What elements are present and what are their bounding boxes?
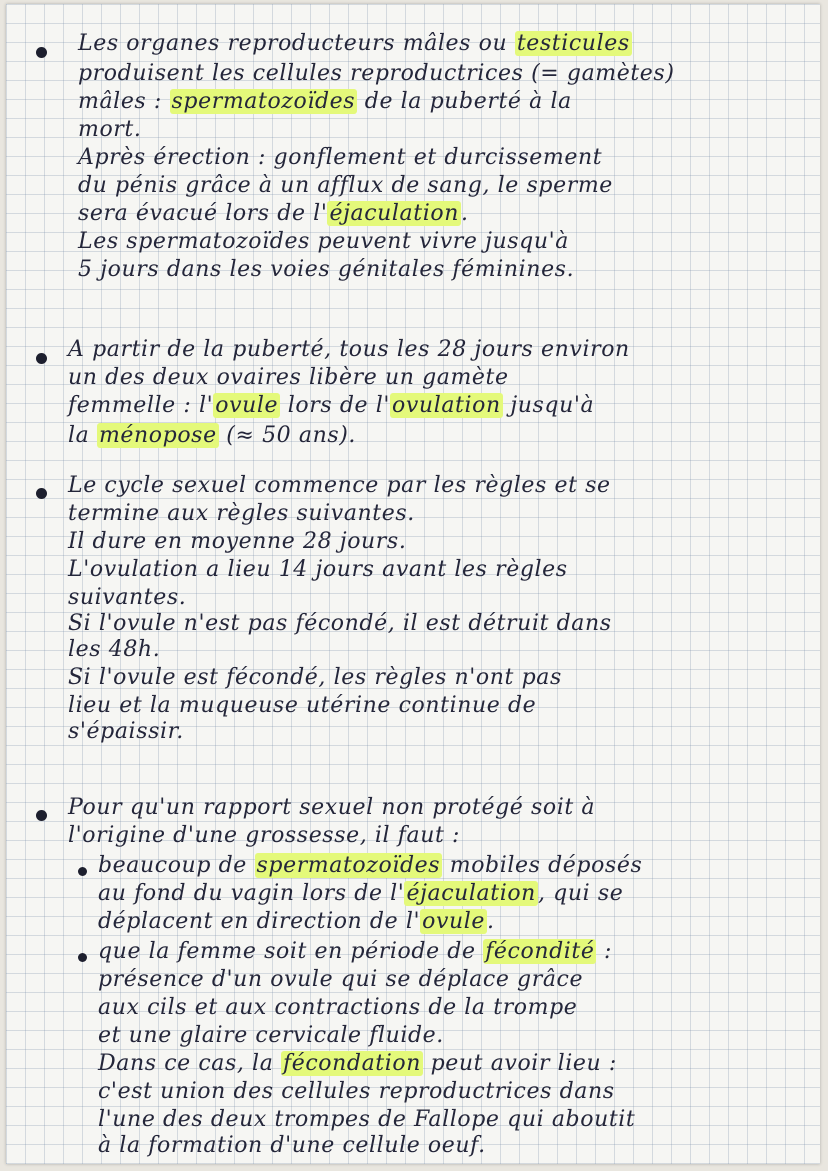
p3-line-8: Si l'ovule est fécondé, les règles n'ont pas xyxy=(68,665,562,690)
bullet-male-organs xyxy=(36,47,47,58)
p4-text: déplacent en direction de l' xyxy=(98,909,421,934)
p1-text: Les organes reproducteurs mâles ou xyxy=(78,31,515,56)
p1-text: mâles : xyxy=(78,89,170,114)
p1-line-7 xyxy=(78,200,469,228)
p3-line-9: lieu et la muqueuse utérine continue de xyxy=(68,693,537,718)
p4-text: au fond du vagin lors de l' xyxy=(98,881,405,906)
p1-line-2: produisent les cellules reproductrices (= gamètes) xyxy=(78,61,675,86)
p4-line-1: Pour qu'un rapport sexuel non protégé soit à xyxy=(68,795,596,820)
p4-sub2-line-8: à la formation d'une cellule oeuf. xyxy=(98,1133,486,1158)
p1-text: sera évacué lors de l' xyxy=(78,201,328,226)
p4-sub2-line-4: et une glaire cervicale fluide. xyxy=(98,1023,444,1048)
p3-line-7: les 48h. xyxy=(68,637,161,662)
highlight-ovulation: ovulation xyxy=(392,393,501,418)
p3-line-6: Si l'ovule n'est pas fécondé, il est détruit dans xyxy=(68,611,612,636)
p4-sub2-line-7: l'une des deux trompes de Fallope qui aboutit xyxy=(98,1107,636,1132)
p4-sub1-line-1 xyxy=(98,852,642,880)
p1-line-4: mort. xyxy=(78,117,142,142)
notebook-page xyxy=(6,4,820,1164)
highlight-fecondite: fécondité xyxy=(485,939,595,964)
highlight-fecondation: fécondation xyxy=(283,1051,422,1076)
p2-line-3 xyxy=(68,392,594,420)
p1-text: . xyxy=(460,201,469,226)
highlight-spermatozoides-2: spermatozoïdes xyxy=(256,853,441,878)
p2-text: (≈ 50 ans). xyxy=(218,423,357,448)
highlight-ejaculation: éjaculation xyxy=(329,201,459,226)
p4-sub2-line-6: c'est union des cellules reproductrices dans xyxy=(98,1079,615,1104)
p1-line-1 xyxy=(78,30,632,58)
highlight-ejaculation-2: éjaculation xyxy=(406,881,536,906)
p4-text: que la femme soit en période de xyxy=(98,939,484,964)
p4-text: , qui se xyxy=(537,881,624,906)
p3-line-5: suivantes. xyxy=(68,585,187,610)
p1-line-9: 5 jours dans les voies génitales féminines. xyxy=(78,257,575,282)
p3-line-2: termine aux règles suivantes. xyxy=(68,501,415,526)
p2-line-2: un des deux ovaires libère un gamète xyxy=(68,365,509,390)
p4-text: Dans ce cas, la xyxy=(98,1051,282,1076)
p4-sub2-line-3: aux cils et aux contractions de la trompe xyxy=(98,995,578,1020)
p3-line-10: s'épaissir. xyxy=(68,719,184,744)
p2-line-4 xyxy=(68,422,356,450)
highlight-testicules: testicules xyxy=(516,31,630,56)
p3-line-3: Il dure en moyenne 28 jours. xyxy=(68,529,407,554)
highlight-spermatozoides: spermatozoïdes xyxy=(171,89,356,114)
p4-sub1-line-3 xyxy=(98,908,495,936)
sub-bullet-fertility xyxy=(78,953,87,962)
highlight-menopose: ménopose xyxy=(98,423,217,448)
p4-text: peut avoir lieu : xyxy=(423,1051,617,1076)
p1-line-8: Les spermatozoïdes peuvent vivre jusqu'à xyxy=(78,229,569,254)
p4-text: . xyxy=(487,909,495,934)
p2-text: lors de l' xyxy=(280,393,391,418)
p4-sub1-line-2 xyxy=(98,880,623,908)
bullet-cycle xyxy=(36,488,47,499)
p1-line-3 xyxy=(78,88,572,116)
p1-line-5: Après érection : gonflement et durcissement xyxy=(78,145,603,170)
p1-text: de la puberté à la xyxy=(357,89,572,114)
bullet-pregnancy xyxy=(36,810,47,821)
bullet-puberty xyxy=(36,353,47,364)
highlight-ovule: ovule xyxy=(215,393,279,418)
p2-text: jusqu'à xyxy=(502,393,595,418)
p2-text: femmelle : l' xyxy=(68,393,214,418)
p4-sub2-line-2: présence d'un ovule qui se déplace grâce xyxy=(98,967,584,992)
highlight-ovule-2: ovule xyxy=(422,909,486,934)
sub-bullet-spermatozoa xyxy=(78,867,87,876)
p4-sub2-line-1 xyxy=(98,938,612,966)
p4-text: : xyxy=(596,939,613,964)
p3-line-4: L'ovulation a lieu 14 jours avant les règles xyxy=(68,557,568,582)
p4-text: mobiles déposés xyxy=(442,853,643,878)
p4-sub2-line-5 xyxy=(98,1050,617,1078)
p2-line-1: A partir de la puberté, tous les 28 jours environ xyxy=(68,337,630,362)
p3-line-1: Le cycle sexuel commence par les règles et se xyxy=(68,473,611,498)
p4-text: beaucoup de xyxy=(98,853,255,878)
p2-text: la xyxy=(68,423,97,448)
p1-line-6: du pénis grâce à un afflux de sang, le sperme xyxy=(78,173,613,198)
p4-line-2: l'origine d'une grossesse, il faut : xyxy=(68,823,461,848)
